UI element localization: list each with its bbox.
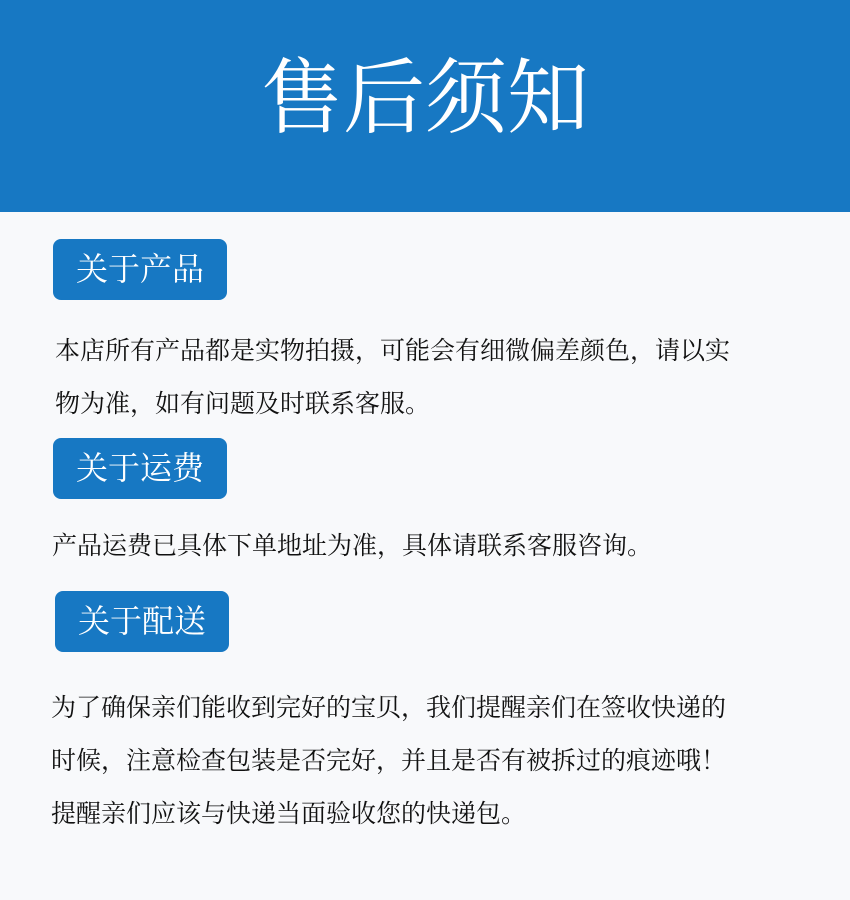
page-title: 售后须知 bbox=[260, 51, 589, 146]
text-line: 物为准，如有问题及时联系客服。 bbox=[55, 389, 431, 418]
text-line: 时候，注意检查包装是否完好，并且是否有被拆过的痕迹哦！ bbox=[51, 746, 727, 775]
section-text-delivery bbox=[51, 681, 726, 840]
section-badge-delivery: 关于配送 bbox=[55, 591, 229, 652]
text-line: 提醒亲们应该与快递当面验收您的快递包。 bbox=[51, 799, 527, 828]
text-line: 产品运费已具体下单地址为准，具体请联系客服咨询。 bbox=[52, 531, 653, 560]
header-banner bbox=[0, 0, 850, 212]
section-badge-shipping: 关于运费 bbox=[53, 438, 227, 499]
section-text-shipping bbox=[52, 519, 652, 572]
section-badge-product: 关于产品 bbox=[53, 239, 227, 300]
text-line: 本店所有产品都是实物拍摄，可能会有细微偏差颜色，请以实 bbox=[55, 336, 731, 365]
section-text-product bbox=[55, 324, 730, 430]
text-line: 为了确保亲们能收到完好的宝贝，我们提醒亲们在签收快递的 bbox=[51, 693, 727, 722]
